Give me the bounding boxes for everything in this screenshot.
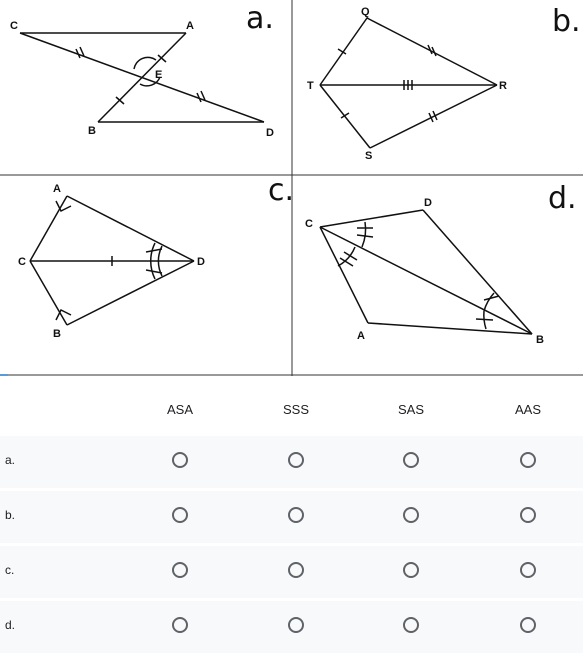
point-label-a-A: A bbox=[186, 20, 194, 32]
radio-d-sas[interactable] bbox=[403, 617, 419, 633]
point-label-a-D: D bbox=[266, 127, 274, 139]
point-label-d-B: B bbox=[536, 334, 544, 346]
row-label-a: a. bbox=[5, 453, 16, 467]
point-label-c-D: D bbox=[197, 256, 205, 268]
point-label-a-B: B bbox=[88, 125, 96, 137]
column-header-sss: SSS bbox=[282, 402, 310, 417]
radio-b-sas[interactable] bbox=[403, 507, 419, 523]
column-header-sas: SAS bbox=[397, 402, 425, 417]
point-label-c-B: B bbox=[53, 328, 61, 340]
panel-letter-b: b. bbox=[552, 4, 581, 39]
point-label-b-S: S bbox=[365, 150, 373, 162]
radio-d-asa[interactable] bbox=[172, 617, 188, 633]
column-header-aas: AAS bbox=[514, 402, 542, 417]
radio-a-asa[interactable] bbox=[172, 452, 188, 468]
radio-a-sss[interactable] bbox=[288, 452, 304, 468]
point-label-d-A: A bbox=[357, 330, 365, 342]
point-label-d-D: D bbox=[424, 197, 432, 209]
point-label-c-C: C bbox=[18, 256, 26, 268]
radio-c-sas[interactable] bbox=[403, 562, 419, 578]
radio-a-aas[interactable] bbox=[520, 452, 536, 468]
point-label-b-R: R bbox=[499, 80, 507, 92]
column-header-asa: ASA bbox=[166, 402, 194, 417]
grid-row-a bbox=[0, 436, 583, 488]
point-label-b-Q: Q bbox=[361, 6, 370, 18]
panel-a bbox=[20, 33, 264, 122]
radio-b-asa[interactable] bbox=[172, 507, 188, 523]
radio-d-aas[interactable] bbox=[520, 617, 536, 633]
panel-letter-a: a. bbox=[246, 1, 274, 36]
radio-d-sss[interactable] bbox=[288, 617, 304, 633]
point-label-d-C: C bbox=[305, 218, 313, 230]
multiple-choice-grid bbox=[0, 376, 583, 651]
panel-b bbox=[320, 18, 497, 148]
grid-row-c bbox=[0, 546, 583, 598]
row-label-c: c. bbox=[5, 563, 15, 577]
point-label-a-C: C bbox=[10, 20, 18, 32]
radio-c-asa[interactable] bbox=[172, 562, 188, 578]
panel-d bbox=[320, 210, 532, 334]
point-label-b-T: T bbox=[307, 80, 314, 92]
panel-c bbox=[30, 196, 194, 325]
radio-c-aas[interactable] bbox=[520, 562, 536, 578]
panel-letter-d: d. bbox=[548, 181, 577, 216]
grid-row-d bbox=[0, 601, 583, 653]
point-label-a-E: E bbox=[155, 69, 163, 81]
panel-letter-c: c. bbox=[268, 173, 295, 208]
grid-row-b bbox=[0, 491, 583, 543]
point-label-c-A: A bbox=[53, 183, 61, 195]
radio-b-aas[interactable] bbox=[520, 507, 536, 523]
radio-c-sss[interactable] bbox=[288, 562, 304, 578]
radio-b-sss[interactable] bbox=[288, 507, 304, 523]
row-label-b: b. bbox=[5, 508, 16, 522]
row-label-d: d. bbox=[5, 618, 16, 632]
radio-a-sas[interactable] bbox=[403, 452, 419, 468]
